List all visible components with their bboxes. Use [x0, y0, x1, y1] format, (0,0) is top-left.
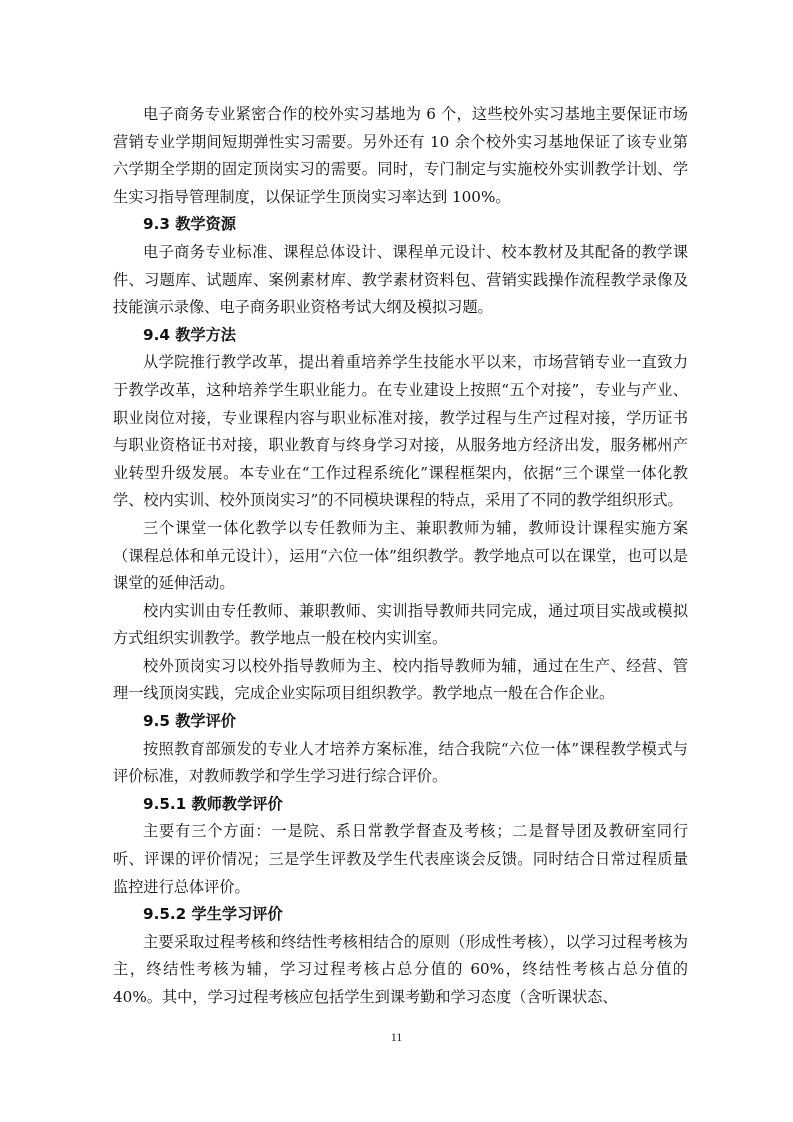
paragraph-teaching-resources: 电子商务专业标准、课程总体设计、课程单元设计、校本教材及其配备的教学课件、习题库、试题库、案例素材库、教学素材资料包、营销实践操作流程教学录像及技能演示录像、电子商务职业资格考试大纲及模拟习题。	[113, 242, 688, 317]
heading-student-evaluation: 9.5.2 学生学习评价	[143, 905, 283, 924]
paragraph-classroom-integration: 三个课堂一体化教学以专任教师为主、兼职教师为辅，教师设计课程实施方案（课程总体和单元设计），运用“六位一体”组织教学。教学地点可以在课堂，也可以是课堂的延伸活动。	[113, 518, 688, 593]
page-number: 11	[390, 1030, 403, 1044]
paragraph-internship-bases: 电子商务专业紧密合作的校外实习基地为 6 个，这些校外实习基地主要保证市场营销专业学期间短期弹性实习需要。另外还有 10 余个校外实习基地保证了该专业第六学期全学期的固定顶岗实习的需要。同时，专门制定与实施校外实训教学计划、学生实习指导管理制度，以保证学生顶岗实习率达到 100%。	[113, 105, 688, 206]
paragraph-teaching-reform: 从学院推行教学改革，提出着重培养学生技能水平以来，市场营销专业一直致力于教学改革，这种培养学生职业能力。在专业建设上按照“五个对接”，专业与产业、职业岗位对接，专业课程内容与职业标准对接，教学过程与生产过程对接，学历证书与职业资格证书对接，职业教育与终身学习对接，从服务地方经济出发，服务郴州产业转型升级发展。本专业在“工作过程系统化”课程框架内，依据“三个课堂一体化教学、校内实训、校外顶岗实习”的不同模块课程的特点，采用了不同的教学组织形式。	[113, 353, 688, 510]
paragraph-campus-training: 校内实训由专任教师、兼职教师、实训指导教师共同完成，通过项目实战或模拟方式组织实训教学。教学地点一般在校内实训室。	[113, 601, 688, 648]
paragraph-student-evaluation: 主要采取过程考核和终结性考核相结合的原则（形成性考核），以学习过程考核为主，终结性考核为辅，学习过程考核占总分值的 60%，终结性考核占总分值的 40%。其中，学习过程考核应包括学生到课考勤和学习态度（含听课状态、	[113, 932, 688, 1006]
paragraph-teacher-evaluation: 主要有三个方面：一是院、系日常教学督查及考核；二是督导团及教研室同行听、评课的评价情况；三是学生评教及学生代表座谈会反馈。同时结合日常过程质量监控进行总体评价。	[113, 822, 688, 896]
heading-teaching-resources: 9.3 教学资源	[143, 215, 236, 234]
page-body	[113, 101, 688, 1012]
heading-teacher-evaluation: 9.5.1 教师教学评价	[143, 794, 283, 813]
heading-teaching-methods: 9.4 教学方法	[143, 325, 236, 344]
heading-teaching-evaluation: 9.5 教学评价	[143, 712, 236, 731]
paragraph-evaluation-standard: 按照教育部颁发的专业人才培养方案标准，结合我院“六位一体”课程教学模式与评价标准，对教师教学和学生学习进行综合评价。	[113, 739, 688, 786]
paragraph-offcampus-internship: 校外顶岗实习以校外指导教师为主、校内指导教师为辅，通过在生产、经营、管理一线顶岗实践，完成企业实际项目组织教学。教学地点一般在合作企业。	[113, 656, 688, 703]
